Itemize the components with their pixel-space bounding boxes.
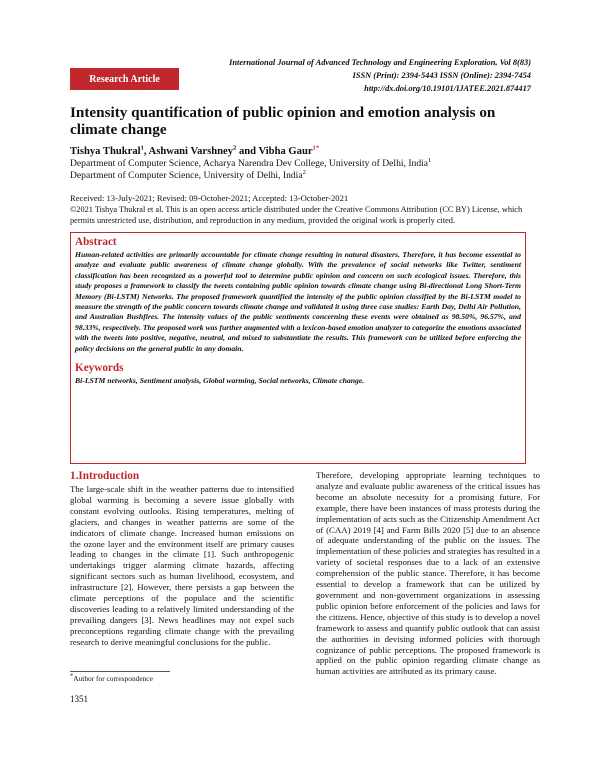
article-type-badge: Research Article	[70, 68, 179, 90]
author-name: Tishya Thukral	[70, 146, 141, 157]
page-number: 1351	[70, 694, 88, 704]
author-and: and	[236, 146, 259, 157]
author-name: Vibha Gaur	[258, 146, 313, 157]
affiliation-mark: 1	[428, 156, 432, 164]
author-name: Ashwani Varshney	[148, 146, 234, 157]
footnote	[70, 674, 153, 683]
keywords-heading: Keywords	[75, 362, 124, 375]
author-separator: ,	[143, 146, 149, 157]
footnote-text: Author for correspondence	[73, 674, 153, 683]
section-heading-introduction: 1.Introduction	[70, 470, 140, 482]
right-column	[316, 470, 540, 677]
intro-paragraph-left: The large-scale shift in the weather patterns due to intensified global warming is becoming a severe issue globally with constant evolving outlooks. Rising temperatures, melting of glaciers, and changes in weather patterns are some of the indicators of climate change. Increased human emissions on the ozone layer and the environment itself are primary causes leading to changes in the climate [1]. Such anthropogenic undertakings trigger alarming climate hazards, affecting significant sectors such as human livelihood, ecosystem, and infrastructure [2]. However, there persists a gap between the climate perceptions of the populace and the scientific discoveries leading to a relatively limited understanding of the prevailing dangers [3]. News headlines may not expel such preconceptions regarding climate change with the prevailing research to derive meaningful conclusions for the public.	[70, 484, 294, 647]
abstract-box	[70, 232, 526, 464]
author-affil-mark: 1*	[312, 144, 320, 152]
journal-issn: ISSN (Print): 2394-5443 ISSN (Online): 2394-7454	[352, 71, 531, 80]
footnote-divider	[70, 671, 170, 672]
affiliation	[70, 158, 431, 170]
abstract-heading: Abstract	[75, 236, 117, 248]
left-column	[70, 470, 294, 648]
author-affil-mark: 2	[233, 144, 237, 152]
license-statement: ©2021 Tishya Thukral et al. This is an open access article distributed under the Creative Commons Attribution (CC BY) License, which permits unrestricted use, distribution, and reproduction in any medium, provided the original work is properly cited.	[70, 205, 523, 225]
submission-dates: Received: 13-July-2021; Revised: 09-October-2021; Accepted: 13-October-2021	[70, 193, 349, 203]
author-list	[70, 146, 319, 157]
paper-title: Intensity quantification of public opinion and emotion analysis on climate change	[70, 104, 496, 138]
author-affil-mark: 1	[140, 144, 144, 152]
journal-doi[interactable]: http://dx.doi.org/10.19101/IJATEE.2021.874417	[364, 84, 531, 93]
affiliation-text: Department of Computer Science, Acharya Narendra Dev College, University of Delhi, India	[70, 158, 429, 169]
affiliation-text: Department of Computer Science, University of Delhi, India	[70, 170, 303, 181]
keywords-text: Bi-LSTM networks, Sentiment analysis, Global warming, Social networks, Climate change.	[75, 376, 365, 386]
intro-paragraph-right: Therefore, developing appropriate learning techniques to analyze and evaluate public awareness of the critical issues has become an absolute necessity for a promising future. For example, there have been instances of mass protests during the implementation of acts such as the Citizenship Amendment Act of (CAA) 2019 [4] and Farm Bills 2020 [5] due to an absence of adequate understanding of the public on the issues. The implementation of these policies and strategies has resulted in a variety of societal responses due to a lack of an extensive comprehension of the public stance. Therefore, it has become essential to develop a framework that can be utilized by government and non-government organizations in assessing public opinion before enforcement of the policies and laws for the citizens. Hence, objective of this study is to develop a novel framework to assess and quantify public outlook that can assist the authorities in devising informed policies with thorough cognizance of public perceptions. The proposed framework is applied on the public opinion regarding climate change as human activities are attributed as its primary cause.	[316, 470, 541, 677]
journal-header	[229, 56, 531, 95]
abstract-text: Human-related activities are primarily accountable for climate change resulting in natural disasters. Therefore, it has become essential to analyze and evaluate public awareness of climate change globally. With the prevalence of social networks like Twitter, sentiment classification has been recognized as a powerful tool to determine public opinion and concern on such ecological issues. Therefore, this study proposes a framework to classify the tweets containing public opinion towards climate change using Bi-directional Long Short-Term Memory (Bi-LSTM) Networks. The proposed framework quantified the intensity of the public opinion classified by the Bi-LSTM model to measure the strength of the public concern towards climate change and validated it using three case studies: Earth Day, Delhi Air Pollution, and Australian Bushfires. The intensity values of the public sentiments concerning these events were obtained as 98.50%, 96.57%, and 98.33%, respectively. The proposed work was further augmented with a lexicon-based emotion analyzer to categorize the emotions associated with the tweets into positive, negative, neutral, and mixed to substantiate the results. This framework can be utilized before enforcing the policy decisions on the general public in any domain.	[75, 250, 521, 353]
footnote-mark: *	[70, 672, 74, 680]
affiliation-mark: 2	[302, 168, 306, 176]
journal-name: International Journal of Advanced Technology and Engineering Exploration, Vol 8(83)	[229, 58, 531, 67]
affiliation	[70, 170, 306, 182]
